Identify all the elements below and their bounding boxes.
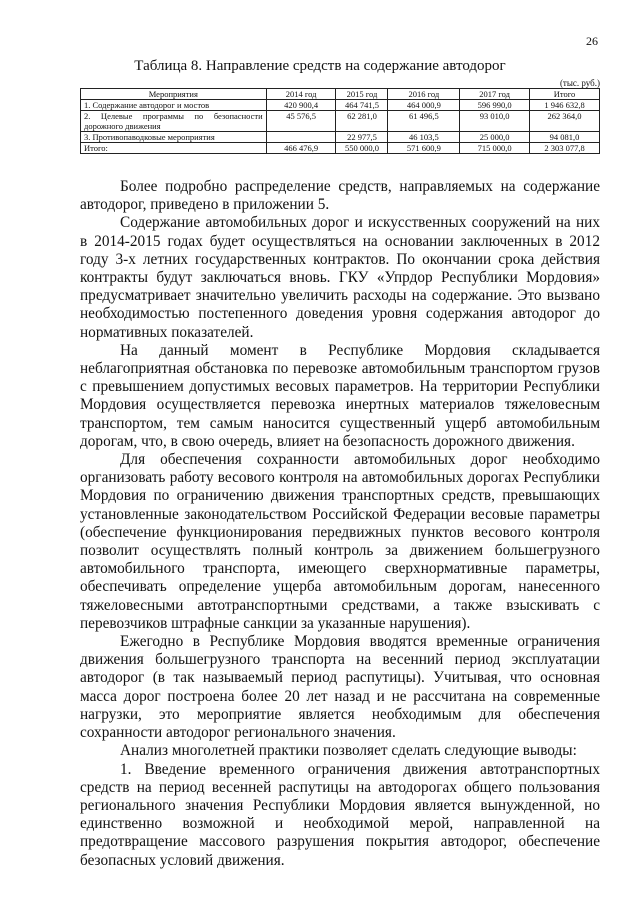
table-cell: 596 990,0 <box>460 100 530 111</box>
paragraph: Анализ многолетней практики позволяет сделать следующие выводы: <box>120 742 577 760</box>
paragraph: 1. Введение временного ограничения движения автотранспортных средств на период весенней распутицы на автодорогах общего пользования регионального значения Республики Мордовия является вынужденной, но единственно возможной и необходимой мерой, направленной на предотвращение массового разрушения покрытия автодорог, обеспечение безопасных условий движения. <box>80 760 600 869</box>
table-cell: 2 303 077,8 <box>530 143 600 154</box>
table-cell: 262 364,0 <box>530 111 600 132</box>
column-header: 2014 год <box>266 89 336 100</box>
funding-table <box>80 88 600 154</box>
column-header: Мероприятия <box>81 89 267 100</box>
table-cell <box>266 132 336 143</box>
table-cell: 464 741,5 <box>336 100 388 111</box>
table-cell: 62 281,0 <box>336 111 388 132</box>
paragraph: Содержание автомобильных дорог и искусственных сооружений на них в 2014-2015 годах будет осуществляться на основании заключенных в 2012 году 3-х летних государственных контрактов. По окончании срока действия контракты будут заключаться вновь. ГКУ «Упрдор Республики Мордовия» предусматривает значительно увеличить расходы на содержание. Это вызвано необходимостью постепенного доведения уровня содержания автодорог до нормативных показателей. <box>80 214 600 341</box>
column-header: 2017 год <box>460 89 530 100</box>
table-cell: 2. Целевые программы по безопасности дорожного движения <box>81 111 267 132</box>
table-cell: 464 000,9 <box>388 100 460 111</box>
paragraph: На данный момент в Республике Мордовия складывается неблагоприятная обстановка по перевозке автомобильным транспортом грузов с превышением допустимых весовых параметров. На территории Республики Мордовия осуществляется перевозка инертных материалов тяжеловесным транспортом, тем самым наносится существенный ущерб автомобильным дорогам, что, в свою очередь, влияет на безопасность дорожного движения. <box>80 341 600 450</box>
table-cell: 46 103,5 <box>388 132 460 143</box>
table-cell: 45 576,5 <box>266 111 336 132</box>
table-row <box>81 132 600 143</box>
column-header: 2016 год <box>388 89 460 100</box>
table-cell: 550 000,0 <box>336 143 388 154</box>
table-cell: 715 000,0 <box>460 143 530 154</box>
table-cell: 571 600,9 <box>388 143 460 154</box>
table-cell: 93 010,0 <box>460 111 530 132</box>
table-cell: 420 900,4 <box>266 100 336 111</box>
table-row <box>81 111 600 132</box>
page-number: 26 <box>586 34 598 48</box>
body-text <box>80 178 600 870</box>
paragraph: Ежегодно в Республике Мордовия вводятся временные ограничения движения большегрузного транспорта на весенний период эксплуатации автодорог (в так называемый период распутицы). Учитывая, что основная масса дорог построена более 20 лет назад и не рассчитана на современные нагрузки, это мероприятие является необходимым для обеспечения сохранности автодорог регионального значения. <box>80 633 600 742</box>
column-header: 2015 год <box>336 89 388 100</box>
table-cell: 466 476,9 <box>266 143 336 154</box>
table-header-row <box>81 89 600 100</box>
column-header: Итого <box>530 89 600 100</box>
table-cell: 1 946 632,8 <box>530 100 600 111</box>
table-row <box>81 100 600 111</box>
table-cell: 22 977,5 <box>336 132 388 143</box>
table-cell: 3. Противопаводковые мероприятия <box>81 132 267 143</box>
table-title: Таблица 8. Направление средств на содержание автодорог <box>134 58 506 74</box>
table-total-row <box>81 143 600 154</box>
table-cell: 61 496,5 <box>388 111 460 132</box>
table-units: (тыс. руб.) <box>559 78 600 88</box>
table-cell: Итого: <box>81 143 267 154</box>
table-cell: 1. Содержание автодорог и мостов <box>81 100 267 111</box>
table-cell: 94 081,0 <box>530 132 600 143</box>
table-cell: 25 000,0 <box>460 132 530 143</box>
paragraph: Для обеспечения сохранности автомобильных дорог необходимо организовать работу весового контроля на автомобильных дорогах Республики Мордовия по ограничению движения транспортных средств, превышающих установленные законодательством Российской Федерации весовые параметры (обеспечение функционирования передвижных пунктов весового контроля позволит осуществлять полный контроль за движением большегрузного автомобильного транспорта, имеющего сверхнормативные параметры, обеспечивать определение ущерба автомобильным дорогам, нанесенного тяжеловесными автотранспортными средствами, а также взыскивать с перевозчиков штрафные санкции за указанные нарушения). <box>80 451 600 632</box>
paragraph: Более подробно распределение средств, направляемых на содержание автодорог, приведено в приложении 5. <box>80 178 600 214</box>
